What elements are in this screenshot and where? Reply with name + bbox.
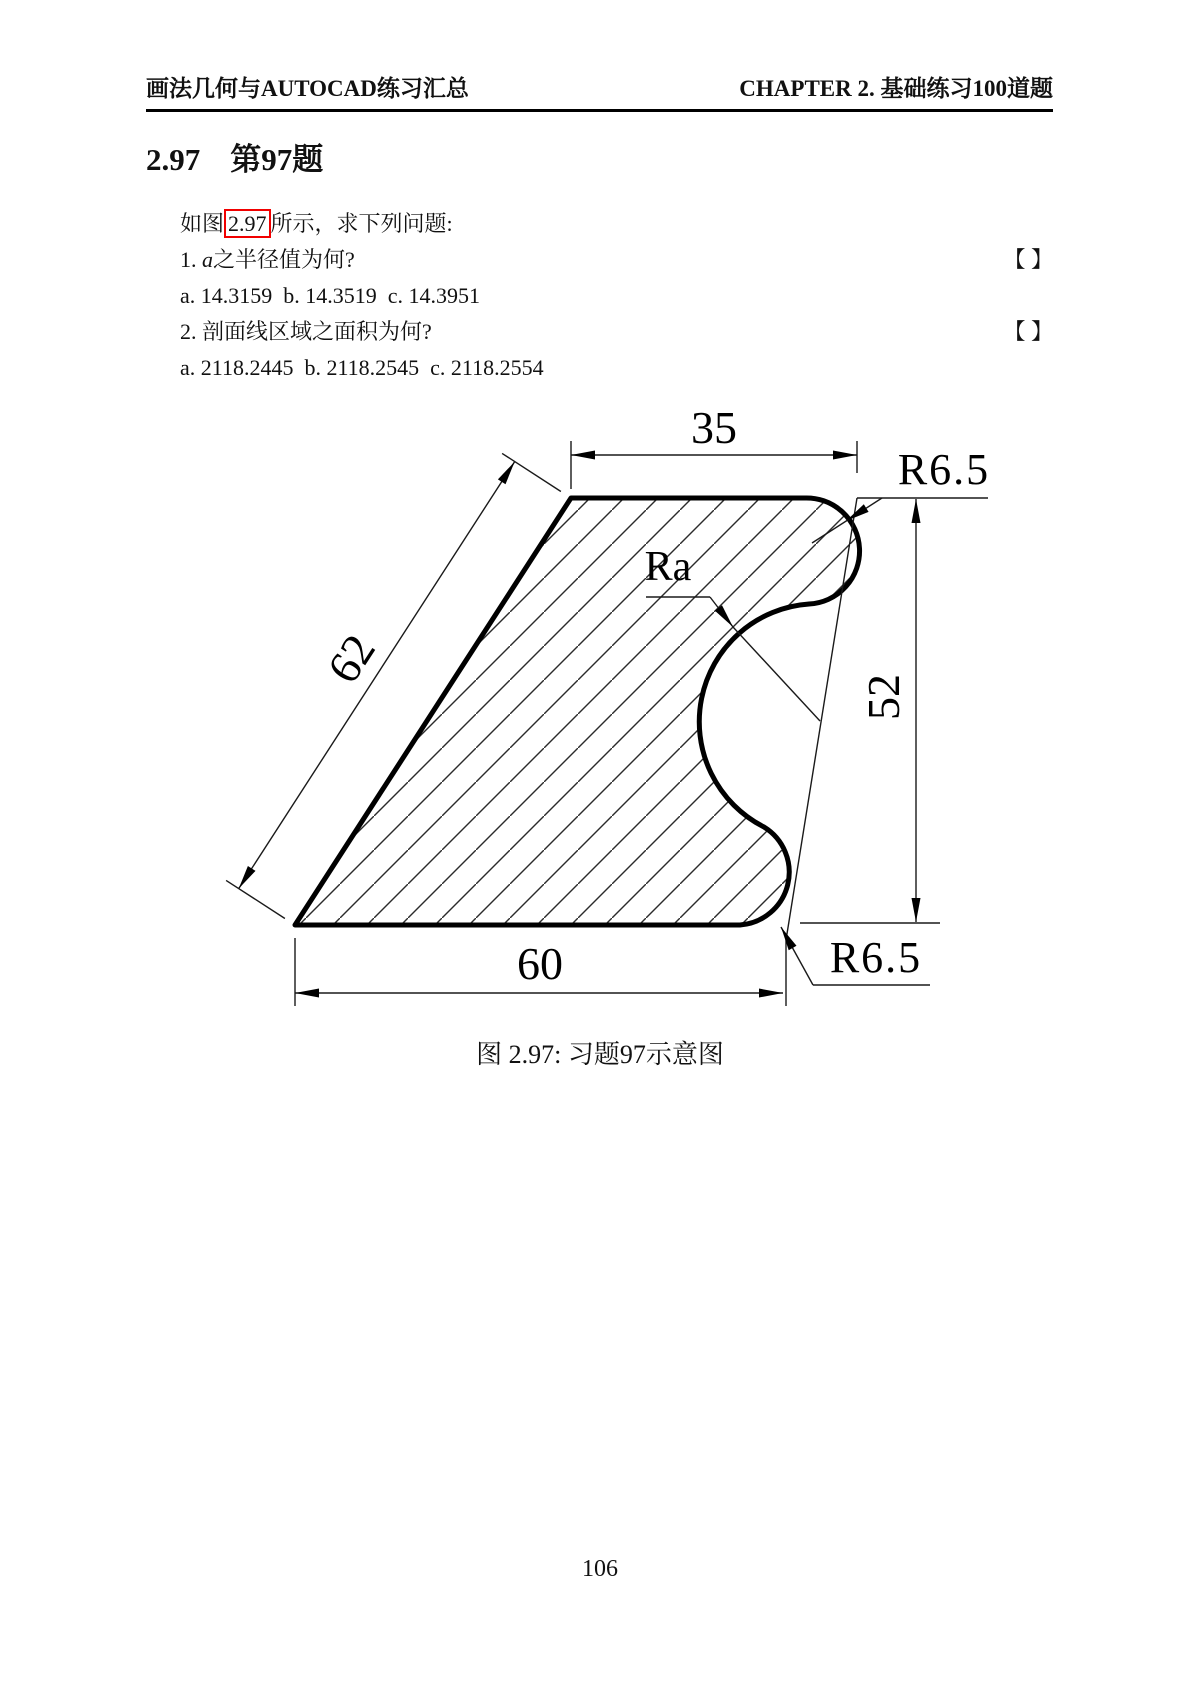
- intro-suffix: 所示，求下列问题:: [270, 211, 453, 236]
- dim-right-label: 52: [858, 674, 909, 720]
- arrowhead: [912, 898, 921, 922]
- arrowhead: [295, 989, 319, 998]
- question-1-text: 1. a之半径值为何?: [180, 247, 355, 272]
- section-title: 第97题: [230, 142, 324, 177]
- variable-a: a: [202, 247, 213, 272]
- radius-bottom-label: R6.5: [829, 933, 923, 982]
- radius-callout-bottom: [781, 927, 930, 985]
- arrowhead: [781, 927, 797, 950]
- figure-caption: 图 2.97: 习题97示意图: [476, 1040, 724, 1069]
- arrowhead: [239, 866, 256, 889]
- header-left-title: 画法几何与AUTOCAD练习汇总: [146, 76, 469, 101]
- figure-reference-link[interactable]: 2.97: [224, 209, 271, 238]
- dim-top-label: 35: [691, 402, 737, 453]
- radius-ra-label: Ra: [644, 544, 692, 590]
- question-2-options: a. 2118.2445 b. 2118.2545 c. 2118.2554: [180, 355, 544, 380]
- arrowhead: [912, 499, 921, 523]
- page-number: 106: [582, 1556, 618, 1582]
- header-chapter-label: CHAPTER 2.: [739, 76, 875, 101]
- question-2-text: 2. 剖面线区域之面积为何?: [180, 319, 432, 344]
- section-number: 2.97: [146, 142, 201, 177]
- answer-bracket-2: 【 】: [1003, 319, 1053, 344]
- arrowhead: [759, 989, 783, 998]
- intro-prefix: 如图: [180, 211, 225, 236]
- dimension-bottom-60: [295, 938, 786, 1006]
- arrowhead: [571, 451, 595, 460]
- dimension-top-35: [571, 402, 857, 489]
- answer-bracket-1: 【 】: [1003, 247, 1053, 272]
- arrowhead: [846, 504, 869, 521]
- dim-left-label: 62: [317, 625, 385, 692]
- arrowhead: [833, 451, 857, 460]
- arrowhead: [498, 462, 515, 485]
- dim-bottom-label: 60: [517, 938, 563, 989]
- question-1-options: a. 14.3159 b. 14.3519 c. 14.3951: [180, 283, 481, 308]
- radius-top-label: R6.5: [897, 445, 991, 494]
- header-chapter-title: 基础练习100道题: [880, 76, 1053, 101]
- profile-outline: [295, 498, 860, 925]
